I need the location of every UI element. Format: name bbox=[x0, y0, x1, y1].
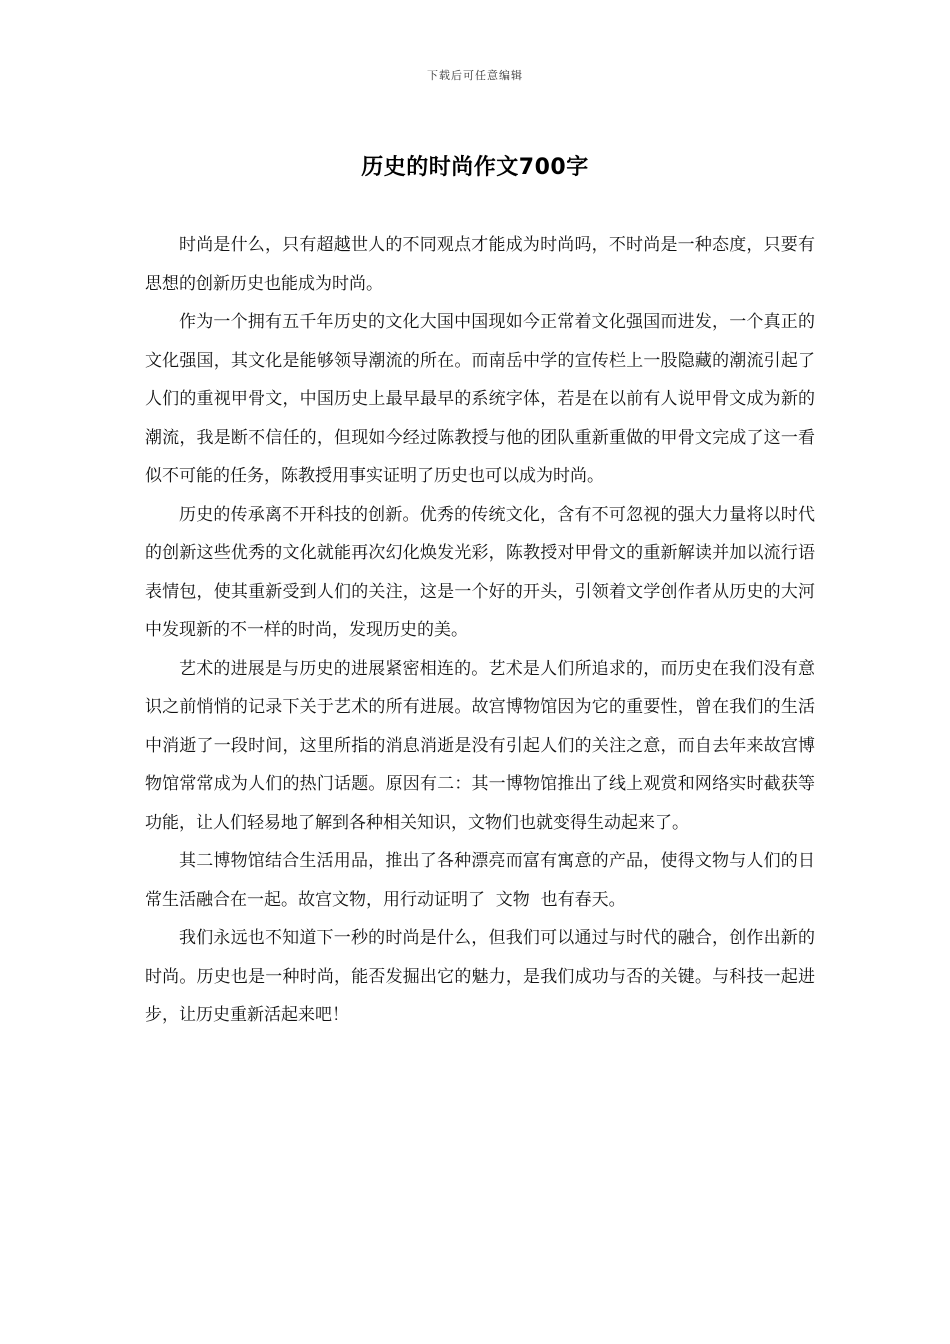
paragraph: 其二博物馆结合生活用品，推出了各种漂亮而富有寓意的产品，使得文物与人们的日常生活融合在一起。故宫文物，用行动证明了 文物 也有春天。 bbox=[145, 851, 815, 910]
paragraph: 艺术的进展是与历史的进展紧密相连的。艺术是人们所追求的，而历史在我们没有意识之前悄悄的记录下关于艺术的所有进展。故宫博物馆因为它的重要性，曾在我们的生活中消逝了一段时间，这里所指的消息消逝是没有引起人们的关注之意，而自去年来故宫博物馆常常成为人们的热门话题。原因有二：其一博物馆推出了线上观赏和网络实时截获等功能，让人们轻易地了解到各种相关知识，文物们也就变得生动起来了。 bbox=[145, 658, 815, 833]
document-title: 历史的时尚作文700字 bbox=[361, 155, 589, 180]
document-body bbox=[145, 226, 815, 1035]
header-note: 下载后可任意编辑 bbox=[427, 69, 523, 82]
paragraph: 时尚是什么，只有超越世人的不同观点才能成为时尚吗，不时尚是一种态度，只要有思想的创新历史也能成为时尚。 bbox=[145, 235, 815, 294]
paragraph: 我们永远也不知道下一秒的时尚是什么，但我们可以通过与时代的融合，创作出新的时尚。历史也是一种时尚，能否发掘出它的魅力，是我们成功与否的关键。与科技一起进步，让历史重新活起来吧！ bbox=[145, 928, 815, 1025]
paragraph: 历史的传承离不开科技的创新。优秀的传统文化，含有不可忽视的强大力量将以时代的创新这些优秀的文化就能再次幻化焕发光彩，陈教授对甲骨文的重新解读并加以流行语表情包，使其重新受到人们的关注，这是一个好的开头，引领着文学创作者从历史的大河中发现新的不一样的时尚，发现历史的美。 bbox=[145, 504, 815, 640]
paragraph: 作为一个拥有五千年历史的文化大国中国现如今正常着文化强国而进发，一个真正的文化强国，其文化是能够领导潮流的所在。而南岳中学的宣传栏上一股隐藏的潮流引起了人们的重视甲骨文，中国历史上最早最早的系统字体，若是在以前有人说甲骨文成为新的潮流，我是断不信任的，但现如今经过陈教授与他的团队重新重做的甲骨文完成了这一看似不可能的任务，陈教授用事实证明了历史也可以成为时尚。 bbox=[145, 312, 815, 486]
